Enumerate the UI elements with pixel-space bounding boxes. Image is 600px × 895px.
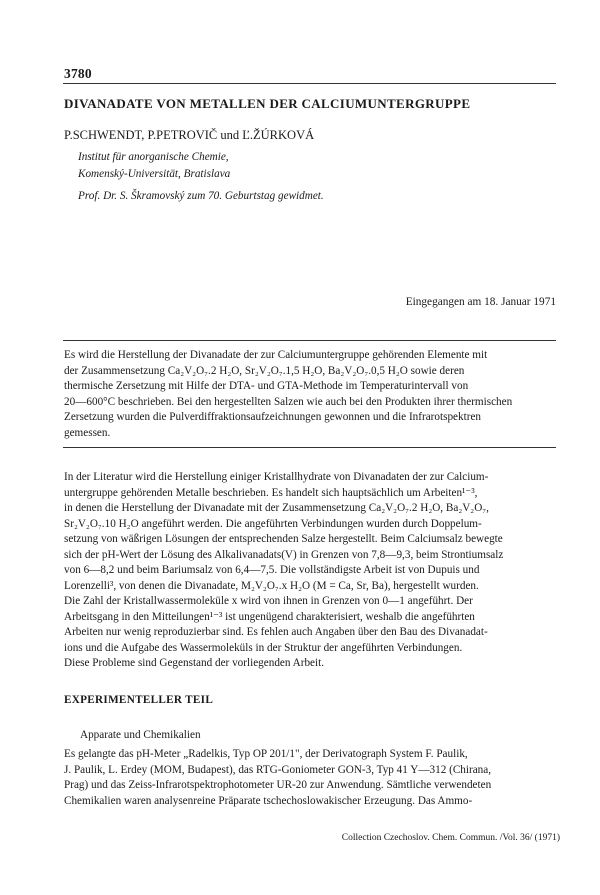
apparatus-paragraph xyxy=(64,747,557,809)
header-rule xyxy=(63,83,556,84)
abstract-line: Zersetzung wurden die Pulverdiffraktionsaufzeichnungen gewonnen und die Infrarotspektren xyxy=(64,411,482,423)
intro-line: Die Zahl der Kristallwassermoleküle x wird von ihnen in Grenzen von 0—1 angeführt. Der xyxy=(64,595,473,607)
abstract-line: gemessen. xyxy=(64,426,111,439)
page-number: 3780 xyxy=(64,66,92,81)
footer-citation: Collection Czechoslov. Chem. Commun. /Vol. 36/ (1971) xyxy=(341,833,560,843)
intro-line: In der Literatur wird die Herstellung einiger Kristallhydrate von Divanadaten der zur Calcium- xyxy=(64,471,489,483)
abstract xyxy=(64,348,557,441)
intro-line: Lorenzelli³, von denen die Divanadate, M₂V₂O₇.x H₂O (M = Ca, Sr, Ba), hergestellt wurden. xyxy=(64,579,479,592)
intro-line: Diese Probleme sind Gegenstand der vorliegenden Arbeit. xyxy=(64,657,325,669)
intro-line: Arbeitsgang in den Mitteilungen¹⁻³ ist ungenügend charakterisiert, weshalb die angeführten xyxy=(64,610,475,623)
apparatus-line: Chemikalien waren analysenreine Präparate tschechoslowakischer Erzeugung. Das Ammo- xyxy=(64,794,473,807)
intro-line: von 6—8,2 und beim Bariumsalz von 6,4—7,5. Die vollständigste Arbeit ist von Dupuis und xyxy=(64,564,480,576)
affiliation-line: Komenský-Universität, Bratislava xyxy=(78,168,231,180)
abstract-line: 20—600°C beschrieben. Bei den hergestellten Salzen wie auch bei den Produkten ihrer thermischen xyxy=(64,395,513,408)
section-heading: EXPERIMENTELLER TEIL xyxy=(64,694,214,706)
received-date: Eingegangen am 18. Januar 1971 xyxy=(405,296,556,308)
apparatus-line: J. Paulik, L. Erdey (MOM, Budapest), das RTG-Goniometer GON-3, Typ 41 Y—312 (Chirana, xyxy=(64,763,492,776)
intro-line: untergruppe gehörenden Metalle beschrieben. Es handelt sich hauptsächlich um Arbeiten¹⁻³, xyxy=(64,486,478,499)
dedication: Prof. Dr. S. Škramovský zum 70. Geburtstag gewidmet. xyxy=(78,190,324,202)
subsection-heading: Apparate und Chemikalien xyxy=(80,729,201,741)
affiliation-line: Institut für anorganische Chemie, xyxy=(78,151,229,163)
intro-line: setzung von wäßrigen Lösungen der entsprechenden Salze hergestellt. Beim Calciumsalz bewegte xyxy=(64,533,503,545)
abstract-line: der Zusammensetzung Ca₂V₂O₇.2 H₂O, Sr₂V₂O₇.1,5 H₂O, Ba₂V₂O₇.0,5 H₂O sowie deren xyxy=(64,364,465,377)
abstract-rule-bottom xyxy=(63,447,556,448)
intro-line: ions und die Aufgabe des Wassermoleküls in der Struktur der angeführten Verbindungen. xyxy=(64,641,463,654)
intro-line: Sr₂V₂O₇.10 H₂O angeführt werden. Die angeführten Verbindungen wurden durch Doppelum- xyxy=(64,517,482,530)
article-title: DIVANADATE VON METALLEN DER CALCIUMUNTERGRUPPE xyxy=(64,96,471,111)
introduction xyxy=(64,470,557,672)
abstract-rule-top xyxy=(63,340,556,341)
intro-line: sich der pH-Wert der Lösung des Alkalivanadats(V) in Grenzen von 7,8—9,3, beim Strontiumsalz xyxy=(64,548,504,561)
apparatus-line: Es gelangte das pH-Meter „Radelkis, Typ OP 201/1", der Derivatograph System F. Paulik, xyxy=(64,748,468,760)
intro-line: in denen die Herstellung der Divanadate mit der Zusammensetzung Ca₂V₂O₇.2 H₂O, Ba₂V₂O₇, xyxy=(64,502,489,514)
apparatus-line: Prag) und das Zeiss-Infrarotspektrophotometer UR-20 zur Anwendung. Sämtliche verwendeten xyxy=(64,779,492,791)
abstract-line: Es wird die Herstellung der Divanadate der zur Calciumuntergruppe gehörenden Elemente mit xyxy=(64,349,488,361)
intro-line: Arbeiten nur wenig reproduzierbar sind. Es fehlen auch Angaben über den Bau des Divanadat- xyxy=(64,626,488,638)
authors: P.SCHWENDT, P.PETROVIČ und Ľ.ŽÚRKOVÁ xyxy=(64,128,315,142)
abstract-line: thermische Zersetzung mit Hilfe der DTA- und GTA-Methode im Temperaturintervall von xyxy=(64,380,469,392)
